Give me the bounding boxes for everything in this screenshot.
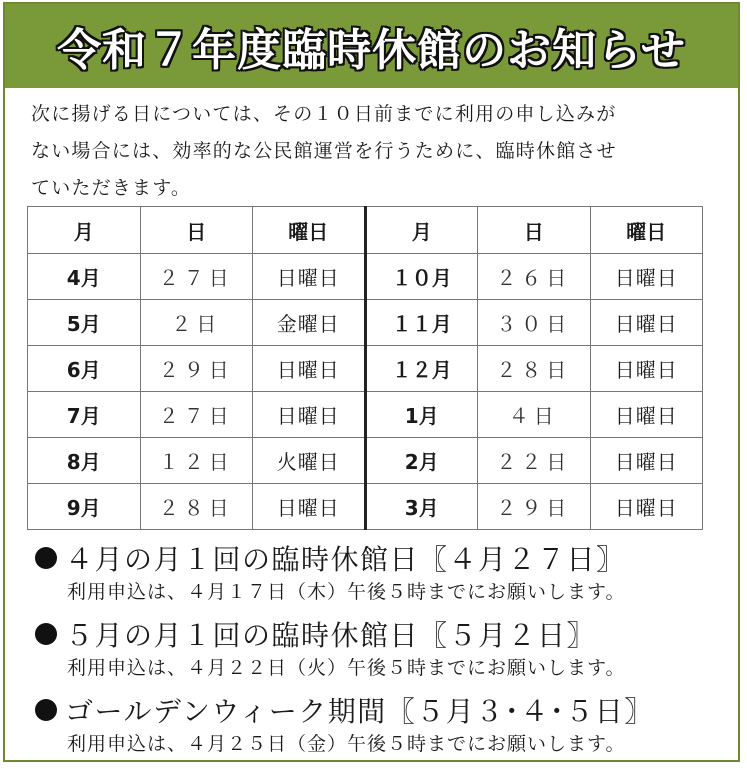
day-cell: ２日	[140, 300, 253, 346]
notice-frame	[3, 2, 740, 762]
notice-heading-text: ４月の月１回の臨時休館日〖４月２７日〗	[65, 543, 626, 576]
table-row	[28, 300, 703, 346]
header-day: 日	[478, 207, 591, 254]
bullet-icon	[35, 699, 57, 721]
notice-heading-text: ５月の月１回の臨時休館日〖５月２日〗	[65, 619, 597, 652]
weekday-cell: 日曜日	[253, 254, 366, 300]
weekday-cell: 日曜日	[590, 346, 703, 392]
page-title: 令和７年度臨時休館のお知らせ	[57, 25, 686, 76]
table-row	[28, 438, 703, 484]
notice-heading-text: ゴールデンウィーク期間〖５月３･４･５日〗	[65, 695, 654, 728]
intro-line: ない場合には、効率的な公民館運営を行うために、臨時休館させ	[31, 140, 617, 162]
weekday-cell: 火曜日	[253, 438, 366, 484]
intro-line: 次に揚げる日については、その１０日前までに利用の申し込みが	[31, 103, 617, 125]
month-cell: 2月	[365, 438, 478, 484]
notice-heading	[35, 690, 735, 730]
header-weekday: 曜日	[253, 207, 366, 254]
notice-heading	[35, 614, 735, 654]
day-cell: ２７日	[140, 254, 253, 300]
table-row	[28, 346, 703, 392]
intro-paragraph	[31, 96, 731, 207]
closure-schedule-table	[27, 206, 703, 530]
month-cell: 7月	[28, 392, 141, 438]
day-cell: ３０日	[478, 300, 591, 346]
day-cell: ２８日	[478, 346, 591, 392]
month-cell: １０月	[365, 254, 478, 300]
weekday-cell: 日曜日	[253, 484, 366, 530]
table-row	[28, 484, 703, 530]
table-row	[28, 392, 703, 438]
notice-detail: 利用申込は、４月２５日（金）午後５時までにお願いします。	[67, 733, 626, 755]
month-cell: 1月	[365, 392, 478, 438]
intro-line: ていただきます。	[31, 177, 192, 199]
header-weekday: 曜日	[590, 207, 703, 254]
notice-item	[35, 538, 735, 606]
day-cell: ４日	[478, 392, 591, 438]
weekday-cell: 日曜日	[590, 484, 703, 530]
notice-heading	[35, 538, 735, 578]
weekday-cell: 日曜日	[590, 438, 703, 484]
header-day: 日	[140, 207, 253, 254]
notice-list	[35, 538, 735, 766]
notice-detail: 利用申込は、４月１７日（木）午後５時までにお願いします。	[67, 581, 626, 603]
day-cell: ２６日	[478, 254, 591, 300]
bullet-icon	[35, 547, 57, 569]
header-month: 月	[28, 207, 141, 254]
table-header-row	[28, 207, 703, 254]
month-cell: 6月	[28, 346, 141, 392]
day-cell: １２日	[140, 438, 253, 484]
day-cell: ２９日	[478, 484, 591, 530]
bullet-icon	[35, 623, 57, 645]
month-cell: 8月	[28, 438, 141, 484]
weekday-cell: 日曜日	[590, 254, 703, 300]
month-cell: 5月	[28, 300, 141, 346]
table-row	[28, 254, 703, 300]
weekday-cell: 日曜日	[253, 392, 366, 438]
day-cell: ２９日	[140, 346, 253, 392]
month-cell: １２月	[365, 346, 478, 392]
weekday-cell: 日曜日	[590, 300, 703, 346]
notice-item	[35, 690, 735, 758]
month-cell: 9月	[28, 484, 141, 530]
weekday-cell: 金曜日	[253, 300, 366, 346]
title-bar	[5, 4, 738, 88]
day-cell: ２８日	[140, 484, 253, 530]
weekday-cell: 日曜日	[253, 346, 366, 392]
notice-item	[35, 614, 735, 682]
day-cell: ２２日	[478, 438, 591, 484]
day-cell: ２７日	[140, 392, 253, 438]
notice-detail: 利用申込は、４月２２日（火）午後５時までにお願いします。	[67, 657, 626, 679]
month-cell: 4月	[28, 254, 141, 300]
weekday-cell: 日曜日	[590, 392, 703, 438]
month-cell: 3月	[365, 484, 478, 530]
month-cell: １１月	[365, 300, 478, 346]
header-month: 月	[365, 207, 478, 254]
